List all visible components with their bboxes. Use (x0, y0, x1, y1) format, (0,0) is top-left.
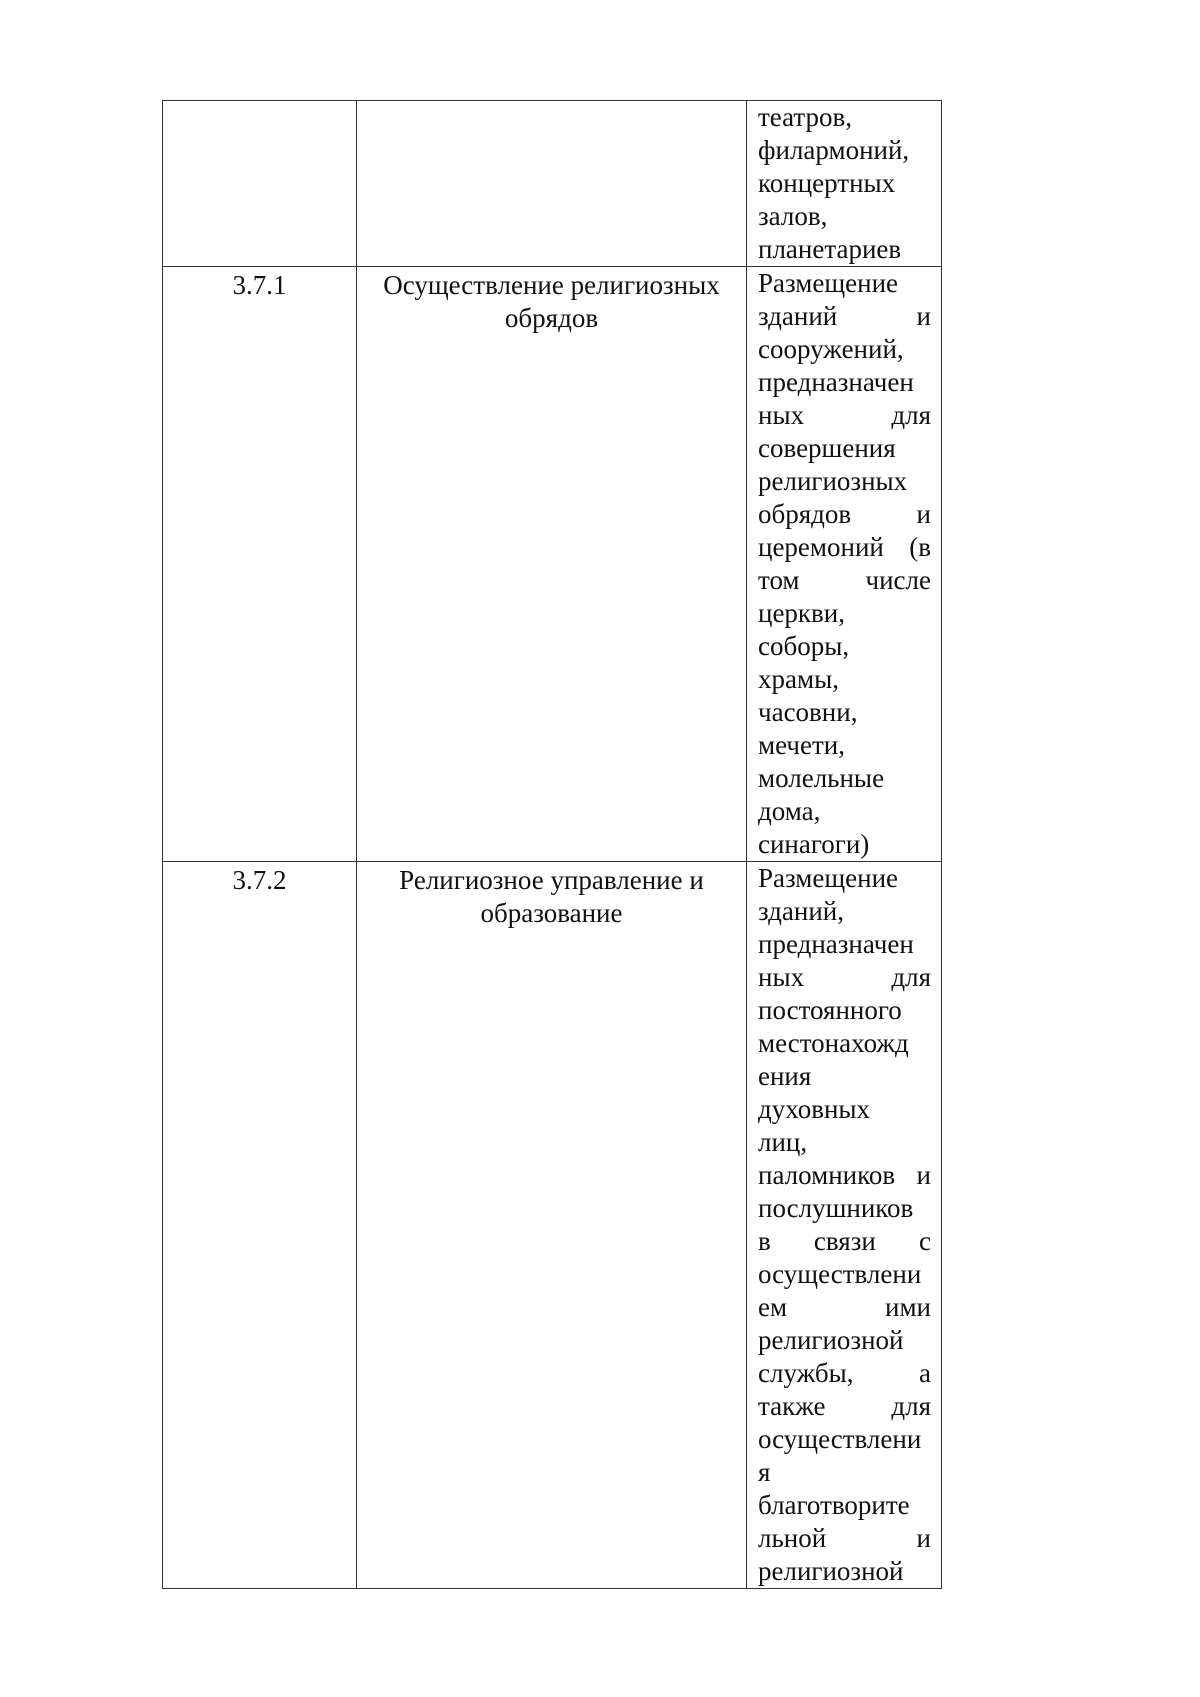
row-description-line: службы, а (758, 1358, 931, 1388)
row-description-line: ения (758, 1061, 812, 1091)
row-code-cell (163, 101, 357, 267)
row-description-line: послушников (758, 1193, 914, 1223)
row-description-line: храмы, (758, 664, 839, 694)
table-row (163, 862, 942, 1589)
row-description-line: соборы, (758, 631, 850, 661)
row-description-cell (747, 101, 942, 267)
row-description-line: ных для (758, 400, 931, 430)
row-description-line: я (758, 1457, 771, 1487)
row-description-cell (747, 862, 942, 1589)
row-description-line: паломников и (758, 1160, 931, 1190)
row-description-line: в связи с (758, 1226, 931, 1256)
row-description-cell (747, 267, 942, 862)
land-use-table (162, 100, 942, 1589)
row-name-cell (357, 101, 747, 267)
row-name-line: образование (480, 898, 623, 928)
table-body (163, 101, 942, 1589)
row-description-line: Размещение (758, 863, 899, 893)
row-code-cell (163, 862, 357, 1589)
row-description-line: обрядов и (758, 499, 931, 529)
row-description-line: залов, (758, 201, 828, 231)
row-description-line: также для (758, 1391, 931, 1421)
table-row (163, 267, 942, 862)
row-description-line: планетариев (758, 234, 902, 264)
row-description-line: мечети, (758, 730, 845, 760)
row-description-line: театров, (758, 102, 853, 132)
row-description-line: благотворите (758, 1490, 910, 1520)
row-description-line: постоянного (758, 995, 902, 1025)
row-code (163, 103, 356, 136)
row-description-line: предназначен (758, 367, 914, 397)
row-name-line: обрядов (504, 303, 599, 333)
row-description-line: ем ими (758, 1292, 931, 1322)
row-description-line: предназначен (758, 929, 914, 959)
row-description-line: осуществлени (758, 1424, 922, 1454)
row-description-line: осуществлени (758, 1259, 922, 1289)
row-name-cell (357, 862, 747, 1589)
row-code: 3.7.2 (232, 865, 287, 895)
row-description-line: лиц, (758, 1127, 808, 1157)
row-description-line: религиозной (758, 1325, 904, 1355)
row-description-line: том числе (758, 565, 931, 595)
row-description-line: сооружений, (758, 334, 904, 364)
row-description-line: зданий, (758, 896, 844, 926)
row-description-line: религиозной (758, 1556, 904, 1586)
row-description-line: дома, (758, 796, 821, 826)
row-description-line: часовни, (758, 697, 858, 727)
row-code: 3.7.1 (232, 270, 287, 300)
row-description-line: зданий и (758, 301, 931, 331)
row-description-line: местонахожд (758, 1028, 909, 1058)
row-description-line: молельные (758, 763, 885, 793)
row-description-line: синагоги) (758, 829, 870, 859)
row-description-line: льной и (758, 1523, 931, 1553)
row-description-line: филармоний, (758, 135, 910, 165)
row-description-line: церкви, (758, 598, 845, 628)
row-description-line: совершения (758, 433, 896, 463)
row-code-cell (163, 267, 357, 862)
row-description-line: Размещение (758, 268, 899, 298)
row-name-line: Религиозное управление и (399, 865, 704, 895)
row-description-line: ных для (758, 962, 931, 992)
row-description-line: религиозных (758, 466, 908, 496)
row-name-cell (357, 267, 747, 862)
row-description-line: концертных (758, 168, 896, 198)
row-description-line: церемоний (в (758, 532, 931, 562)
table-row (163, 101, 942, 267)
row-description-line: духовных (758, 1094, 871, 1124)
row-name-line: Осуществление религиозных (383, 270, 720, 300)
